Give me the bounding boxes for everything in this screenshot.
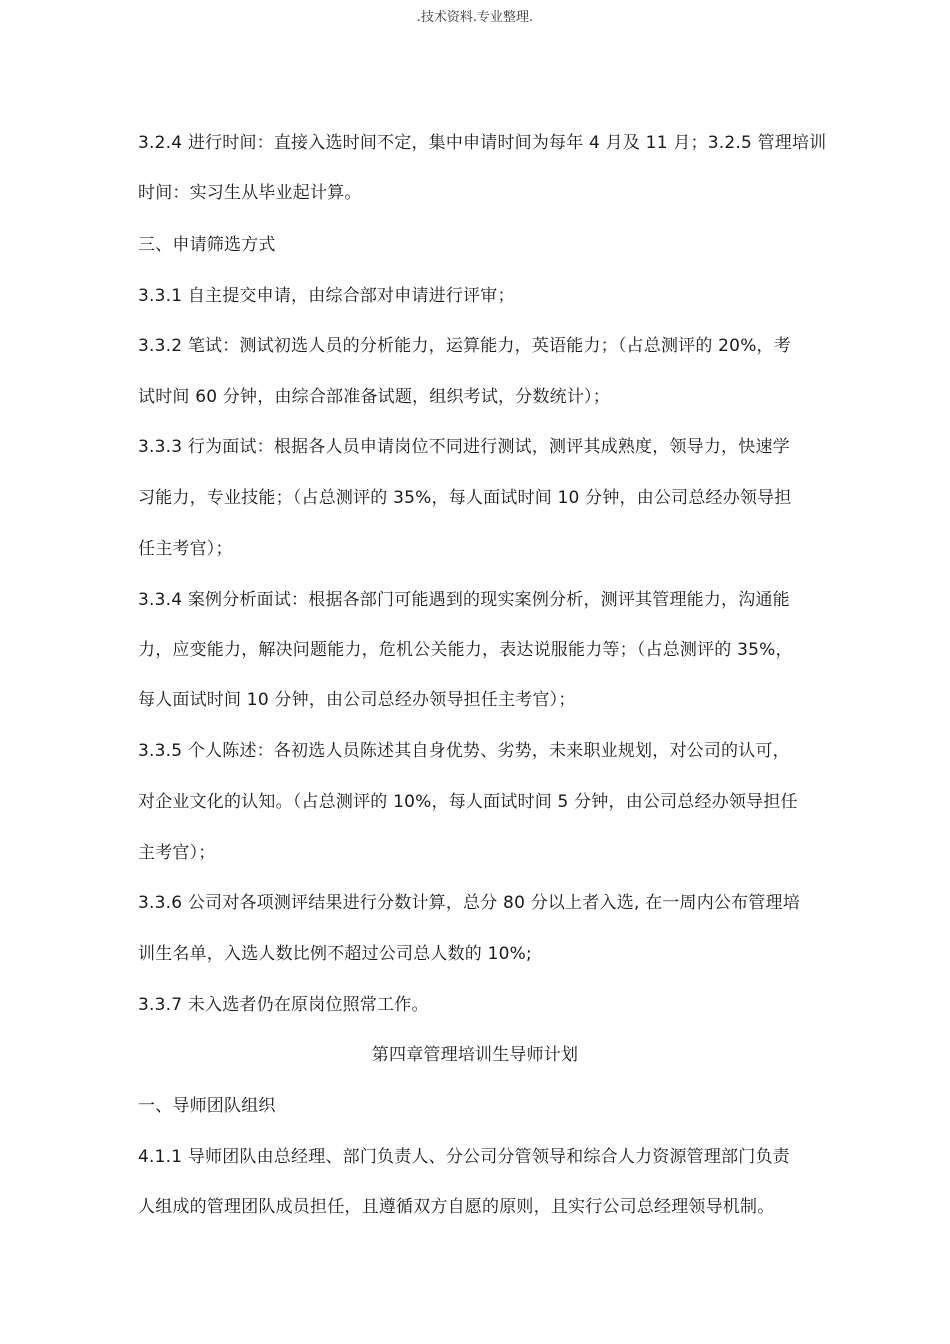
text-line: 3.3.6 公司对各项测评结果进行分数计算，总分 80 分以上者入选, 在一周内公布管理培 xyxy=(138,893,800,913)
text-line: 3.3.1 自主提交申请，由综合部对申请进行评审； xyxy=(138,286,515,306)
text-line: 3.2.4 进行时间：直接入选时间不定，集中申请时间为每年 4 月及 11 月；3.2.5 管理培训 xyxy=(138,133,827,153)
text-line: 力，应变能力，解决问题能力，危机公关能力，表达说服能力等；（占总测评的 35%， xyxy=(138,640,793,660)
text-line: 对企业文化的认知。（占总测评的 10%，每人面试时间 5 分钟，由公司总经办领导担任 xyxy=(138,792,798,812)
text-line: 每人面试时间 10 分钟，由公司总经办领导担任主考官）； xyxy=(138,690,576,710)
text-line: 训生名单，入选人数比例不超过公司总人数的 10%; xyxy=(138,944,532,964)
text-line: 习能力，专业技能；（占总测评的 35%，每人面试时间 10 分钟，由公司总经办领导担 xyxy=(138,488,792,508)
text-line: 3.3.5 个人陈述：各初选人员陈述其自身优势、劣势，未来职业规划，对公司的认可， xyxy=(138,741,790,761)
section-heading: 一、导师团队组织 xyxy=(138,1096,276,1116)
chapter-title: 第四章管理培训生导师计划 xyxy=(371,1045,579,1065)
text-line: 3.3.2 笔试：测试初选人员的分析能力，运算能力，英语能力；（占总测评的 20%，考 xyxy=(138,336,791,356)
text-line: 任主考官）； xyxy=(138,539,233,559)
text-line: 时间：实习生从毕业起计算。 xyxy=(138,183,362,203)
text-line: 3.3.4 案例分析面试：根据各部门可能遇到的现实案例分析，测评其管理能力，沟通能 xyxy=(138,590,790,610)
text-line: 3.3.3 行为面试：根据各人员申请岗位不同进行测试，测评其成熟度，领导力，快速学 xyxy=(138,437,790,457)
page-header: .技术资料.专业整理. xyxy=(416,10,534,25)
text-line: 人组成的管理团队成员担任，且遵循双方自愿的原则，且实行公司总经理领导机制。 xyxy=(138,1197,775,1217)
text-line: 试时间 60 分钟，由综合部准备试题，组织考试，分数统计）； xyxy=(138,387,610,407)
text-line: 3.3.7 未入选者仍在原岗位照常工作。 xyxy=(138,995,429,1015)
text-line: 4.1.1 导师团队由总经理、部门负责人、分公司分管领导和综合人力资源管理部门负责 xyxy=(138,1147,790,1167)
text-line: 主考官）； xyxy=(138,843,216,863)
section-heading: 三、申请筛选方式 xyxy=(138,235,276,255)
